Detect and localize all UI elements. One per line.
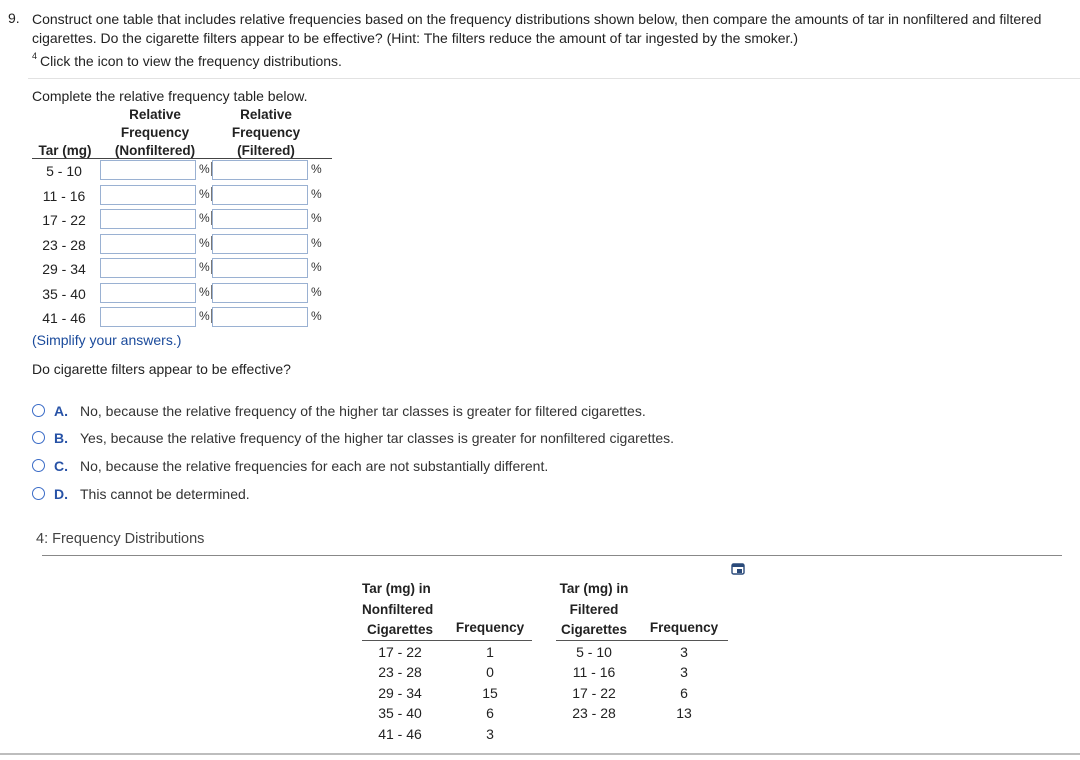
question-text	[32, 10, 1072, 48]
question-number: 9.	[8, 10, 20, 26]
option-text: This cannot be determined.	[80, 486, 250, 502]
filtered-frequency-header: Frequency	[649, 620, 719, 635]
nonfiltered-tar-cell: 41 - 46	[378, 726, 422, 742]
nonfiltered-header	[362, 579, 438, 641]
tar-class-label: 29 - 34	[42, 261, 86, 277]
percent-sign: %	[199, 285, 210, 299]
percent-sign: %	[199, 236, 210, 250]
question-text-line2: cigarettes. Do the cigarette filters appear to be effective? (Hint: The filters reduce the amount of tar ingested by the smoker.)	[32, 30, 798, 46]
tar-class-label: 41 - 46	[42, 310, 86, 326]
percent-sign: %	[199, 211, 210, 225]
nonfiltered-input[interactable]	[100, 209, 196, 229]
table-row	[0, 185, 340, 207]
filtered-header-line3: Cigarettes	[560, 622, 628, 637]
nonfiltered-frequency-header: Frequency	[455, 620, 525, 635]
radio-button[interactable]	[32, 404, 45, 417]
option-letter: C.	[54, 458, 68, 474]
option-text: No, because the relative frequencies for each are not substantially different.	[80, 458, 549, 474]
option-a[interactable]	[32, 403, 1032, 423]
question-text-line1: Construct one table that includes relative frequencies based on the frequency distributions shown below, then compare the amounts of tar in nonfiltered and filtered	[32, 11, 1042, 27]
nonfiltered-freq-cell: 0	[486, 664, 494, 680]
percent-sign: %	[311, 309, 322, 323]
nonfiltered-header-line1: Tar (mg) in	[362, 581, 431, 596]
filtered-tar-cell: 11 - 16	[572, 664, 616, 680]
filtered-input[interactable]	[212, 258, 308, 278]
nonfiltered-input[interactable]	[100, 258, 196, 278]
header-filtered	[212, 106, 320, 160]
filtered-tar-cell: 23 - 28	[572, 705, 616, 721]
bottom-divider	[0, 753, 1080, 755]
option-letter: A.	[54, 403, 68, 419]
nonfiltered-freq-cell: 6	[486, 705, 494, 721]
percent-sign: %	[311, 211, 322, 225]
option-d[interactable]	[32, 486, 1032, 506]
simplify-note: (Simplify your answers.)	[32, 332, 182, 348]
header-filtered-line1: Relative	[240, 107, 292, 122]
tar-class-label: 17 - 22	[42, 212, 86, 228]
nonfiltered-header-line3: Cigarettes	[366, 622, 434, 637]
tar-class-label: 35 - 40	[42, 286, 86, 302]
nonfiltered-input[interactable]	[100, 234, 196, 254]
table-row	[0, 209, 340, 231]
percent-sign: %	[311, 260, 322, 274]
option-letter: B.	[54, 430, 68, 446]
percent-sign: %	[199, 187, 210, 201]
filtered-freq-cell: 3	[680, 644, 688, 660]
filtered-freq-cell: 13	[676, 705, 692, 721]
filtered-header-line1: Tar (mg) in	[559, 581, 629, 596]
percent-sign: %	[311, 162, 322, 176]
nonfiltered-input[interactable]	[100, 185, 196, 205]
header-nonfiltered-line1: Relative	[129, 107, 181, 122]
header-tar: Tar (mg)	[38, 143, 92, 158]
filtered-freq-cell: 6	[680, 685, 688, 701]
nonfiltered-header-rule	[362, 640, 532, 641]
table-row	[0, 283, 340, 305]
filtered-input[interactable]	[212, 185, 308, 205]
header-nonfiltered-line3: (Nonfiltered)	[114, 143, 196, 158]
nonfiltered-freq-cell: 3	[486, 726, 494, 742]
filtered-input[interactable]	[212, 209, 308, 229]
option-b[interactable]	[32, 430, 1032, 450]
filtered-input[interactable]	[212, 283, 308, 303]
filtered-header-line2: Filtered	[569, 601, 619, 617]
nonfiltered-input[interactable]	[100, 307, 196, 327]
percent-sign: %	[311, 236, 322, 250]
nonfiltered-freq-cell: 1	[486, 644, 494, 660]
nonfiltered-input[interactable]	[100, 283, 196, 303]
percent-sign: %	[199, 162, 210, 176]
percent-sign: %	[199, 260, 210, 274]
radio-button[interactable]	[32, 459, 45, 472]
nonfiltered-tar-cell: 17 - 22	[378, 644, 422, 660]
filtered-freq-cell: 3	[680, 664, 688, 680]
frequency-distributions-title: 4: Frequency Distributions	[36, 531, 205, 547]
radio-button[interactable]	[32, 487, 45, 500]
instruction-text: Complete the relative frequency table below.	[32, 88, 308, 104]
panel-divider	[42, 555, 1062, 556]
filtered-input[interactable]	[212, 307, 308, 327]
header-nonfiltered-line2: Frequency	[120, 125, 190, 140]
tar-class-label: 23 - 28	[42, 237, 86, 253]
percent-sign: %	[199, 309, 210, 323]
hint-text: Click the icon to view the frequency distributions.	[40, 53, 342, 69]
option-text: No, because the relative frequency of the higher tar classes is greater for filtered cigarettes.	[80, 403, 646, 419]
filtered-tar-cell: 5 - 10	[576, 644, 612, 660]
option-c[interactable]	[32, 458, 1032, 478]
option-text: Yes, because the relative frequency of the higher tar classes is greater for nonfiltered cigarettes.	[80, 430, 675, 446]
filtered-input[interactable]	[212, 160, 308, 180]
popout-window-icon[interactable]	[731, 563, 745, 575]
nonfiltered-tar-cell: 29 - 34	[378, 685, 422, 701]
filtered-tar-cell: 17 - 22	[572, 685, 616, 701]
option-letter: D.	[54, 486, 68, 502]
nonfiltered-tar-cell: 23 - 28	[378, 664, 422, 680]
nonfiltered-input[interactable]	[100, 160, 196, 180]
hint-link[interactable]	[32, 53, 342, 69]
table-row	[0, 258, 340, 280]
table-row	[0, 307, 340, 329]
question-2-text: Do cigarette filters appear to be effective?	[32, 361, 291, 377]
filtered-input[interactable]	[212, 234, 308, 254]
header-filtered-line3: (Filtered)	[237, 143, 295, 158]
header-filtered-line2: Frequency	[231, 125, 301, 140]
nonfiltered-header-line2: Nonfiltered	[362, 601, 434, 617]
table-header-rule	[32, 158, 332, 159]
filtered-header-rule	[556, 640, 728, 641]
hint-superscript: 4	[32, 51, 38, 61]
divider	[28, 78, 1080, 79]
header-nonfiltered	[100, 106, 210, 160]
tar-class-label: 11 - 16	[42, 188, 86, 204]
filtered-header	[556, 579, 632, 641]
percent-sign: %	[311, 187, 322, 201]
nonfiltered-tar-cell: 35 - 40	[378, 705, 422, 721]
percent-sign: %	[311, 285, 322, 299]
radio-button[interactable]	[32, 431, 45, 444]
tar-class-label: 5 - 10	[46, 163, 82, 179]
table-row	[0, 234, 340, 256]
table-row	[0, 160, 340, 182]
nonfiltered-freq-cell: 15	[482, 685, 498, 701]
